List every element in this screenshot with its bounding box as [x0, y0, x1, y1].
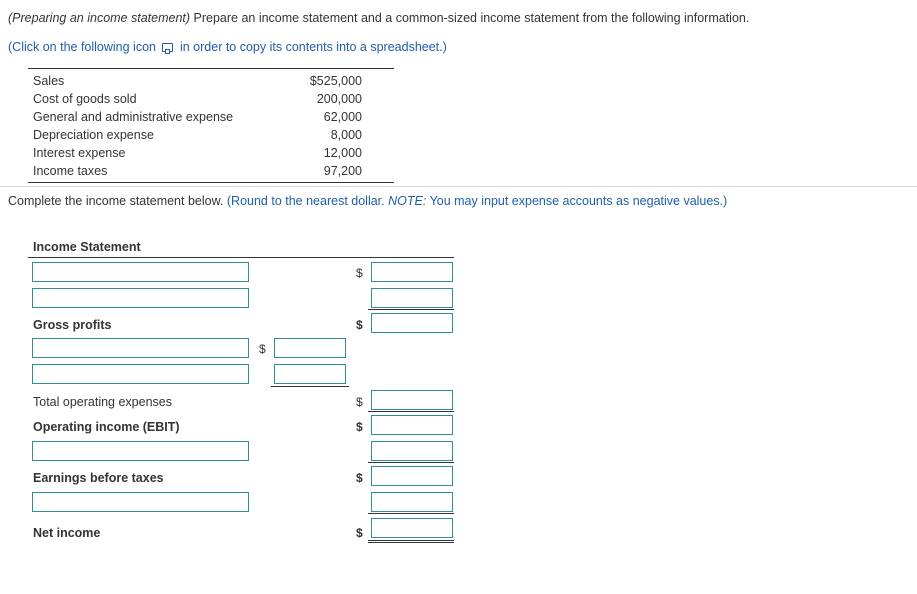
- data-value: $525,000: [309, 74, 362, 88]
- cost-amount-input[interactable]: [371, 288, 453, 308]
- operating-expense-1-label-input[interactable]: [32, 338, 249, 358]
- data-value: 62,000: [323, 110, 362, 124]
- revenue-label-input[interactable]: [32, 262, 249, 282]
- copy-text-after: in order to copy its contents into a spreadsheet.): [179, 40, 447, 54]
- note-label: NOTE:: [388, 194, 427, 208]
- problem-description: Prepare an income statement and a common-sized income statement from the following information.: [190, 11, 750, 25]
- data-label: Sales: [33, 74, 65, 88]
- taxes-label-input[interactable]: [32, 492, 249, 512]
- currency-symbol: $: [259, 342, 266, 356]
- problem-title: [8, 11, 749, 25]
- net-income-label: Net income: [33, 526, 101, 540]
- data-row-cogs: [28, 90, 394, 108]
- data-value: 8,000: [330, 128, 362, 142]
- currency-symbol: $: [356, 526, 363, 540]
- currency-symbol: $: [356, 420, 363, 434]
- data-row-depreciation: [28, 126, 394, 144]
- subtotal-rule: [368, 309, 454, 310]
- currency-symbol: $: [356, 395, 363, 409]
- data-value: 12,000: [323, 146, 362, 160]
- data-row-ga-expense: [28, 108, 394, 126]
- note-rest: You may input expense accounts as negative values.): [426, 194, 728, 208]
- cost-label-input[interactable]: [32, 288, 249, 308]
- revenue-amount-input[interactable]: [371, 262, 453, 282]
- note-open: (Round to the nearest dollar.: [226, 194, 385, 208]
- data-label: Cost of goods sold: [33, 92, 137, 106]
- copy-instruction: [8, 40, 447, 54]
- copy-text-before: (Click on the following icon: [8, 40, 156, 54]
- data-label: Income taxes: [33, 164, 108, 178]
- statement-title: Income Statement: [33, 240, 141, 254]
- net-income-double-rule: [368, 540, 454, 543]
- taxes-amount-input[interactable]: [371, 492, 453, 512]
- data-value: 200,000: [316, 92, 362, 106]
- data-row-interest: [28, 144, 394, 162]
- instructions-note: [227, 194, 727, 208]
- data-label: General and administrative expense: [33, 110, 234, 124]
- ebit-rule: [368, 411, 454, 412]
- earnings-before-taxes-input[interactable]: [371, 466, 453, 486]
- gross-profits-input[interactable]: [371, 313, 453, 333]
- data-row-sales: [28, 72, 394, 90]
- data-label: Interest expense: [33, 146, 126, 160]
- interest-amount-input[interactable]: [371, 441, 453, 461]
- currency-symbol: $: [356, 266, 363, 280]
- ebt-rule: [368, 462, 454, 463]
- earnings-before-taxes-label: Earnings before taxes: [33, 471, 164, 485]
- gross-profits-label: Gross profits: [33, 318, 112, 332]
- section-divider: [0, 186, 917, 187]
- net-income-input[interactable]: [371, 518, 453, 538]
- data-row-taxes: [28, 162, 394, 180]
- problem-topic: (Preparing an income statement): [8, 11, 191, 25]
- operating-expense-1-amount-input[interactable]: [274, 338, 346, 358]
- currency-symbol: $: [356, 318, 363, 332]
- operating-expense-2-amount-input[interactable]: [274, 364, 346, 384]
- interest-label-input[interactable]: [32, 441, 249, 461]
- total-operating-expenses-input[interactable]: [371, 390, 453, 410]
- currency-symbol: $: [356, 471, 363, 485]
- operating-income-label: Operating income (EBIT): [33, 420, 180, 434]
- expense-subtotal-rule: [271, 386, 349, 387]
- statement-title-rule: [28, 257, 454, 258]
- data-table: [28, 68, 394, 183]
- net-income-rule: [368, 513, 454, 514]
- operating-expense-2-label-input[interactable]: [32, 364, 249, 384]
- instructions-main: Complete the income statement below.: [8, 194, 224, 208]
- data-label: Depreciation expense: [33, 128, 154, 142]
- operating-income-input[interactable]: [371, 415, 453, 435]
- instructions: [8, 194, 727, 208]
- copy-to-spreadsheet-icon[interactable]: [162, 43, 173, 52]
- data-value: 97,200: [323, 164, 362, 178]
- total-operating-expenses-label: Total operating expenses: [33, 395, 172, 409]
